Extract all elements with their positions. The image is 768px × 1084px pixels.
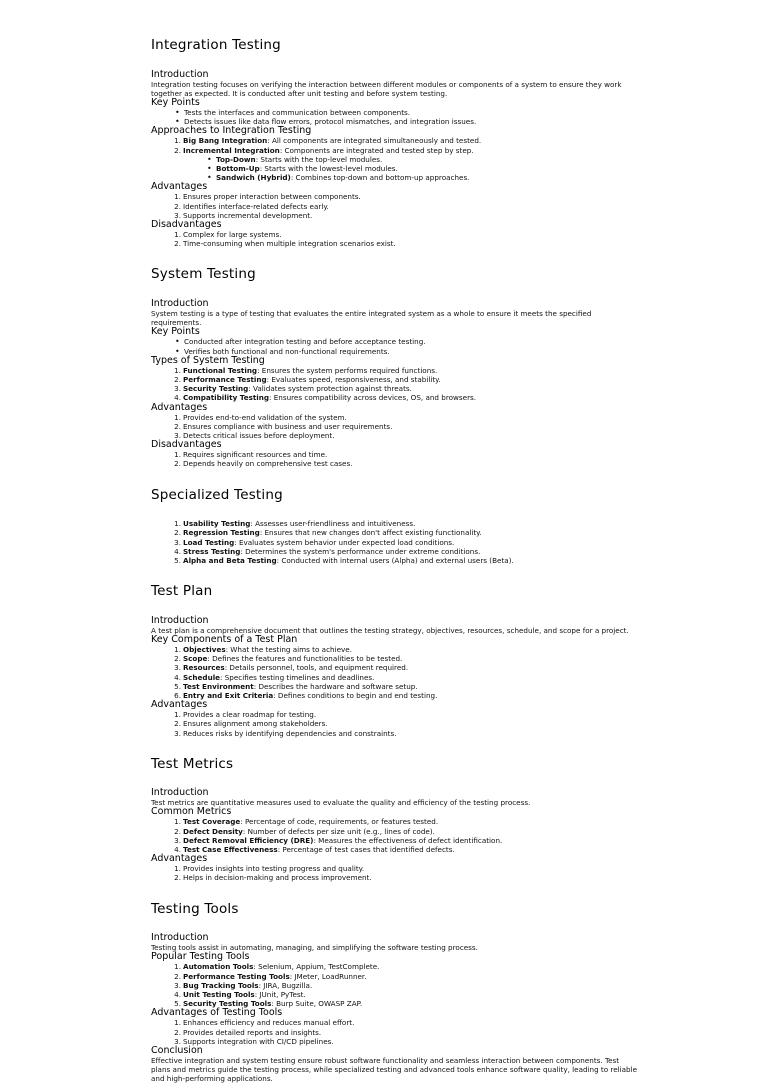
- numbered-list: [151, 519, 638, 565]
- list-term: Scope: [183, 654, 208, 664]
- section-test-metrics: [151, 756, 638, 883]
- list-term: Regression Testing: [183, 528, 260, 538]
- list-term: Functional Testing: [183, 365, 258, 375]
- bullet-list: [151, 337, 638, 355]
- list-term: Bug Tracking Tools: [183, 980, 259, 990]
- paragraph-introduction: A test plan is a comprehensive document that outlines the testing strategy, objectives, resources, schedule, and scope for a project.: [151, 625, 629, 635]
- list-term: Defect Density: [183, 826, 243, 836]
- list-desc: : Ensures the system performs required functions.: [257, 365, 438, 375]
- list-term: Performance Testing: [183, 374, 267, 384]
- numbered-list: [151, 864, 638, 882]
- list-text: Ensures alignment among stakeholders.: [183, 719, 328, 729]
- list-number: 2.: [174, 374, 181, 384]
- list-text: Supports integration with CI/CD pipelines.: [183, 1036, 334, 1046]
- list-item: [151, 230, 638, 239]
- list-term: Load Testing: [183, 537, 235, 547]
- list-item: [151, 155, 638, 164]
- list-term: Defect Removal Efficiency (DRE): [183, 835, 314, 845]
- list-number: 5.: [174, 555, 181, 565]
- section-integration-testing: [151, 37, 638, 248]
- list-number: 1.: [174, 412, 181, 422]
- numbered-list: [151, 136, 638, 154]
- section-title: System Testing: [151, 266, 256, 283]
- list-number: 2.: [174, 826, 181, 836]
- list-number: 1.: [174, 1018, 181, 1028]
- list-desc: : All components are integrated simultaneously and tested.: [267, 136, 482, 146]
- list-number: 4.: [174, 845, 181, 855]
- list-number: 4.: [174, 672, 181, 682]
- list-term: Entry and Exit Criteria: [183, 690, 274, 700]
- list-item: [151, 981, 638, 990]
- list-number: 3.: [174, 980, 181, 990]
- list-desc: : Defines the features and functionalities to be tested.: [207, 654, 403, 664]
- list-number: 3.: [174, 210, 181, 220]
- list-term: Resources: [183, 663, 225, 673]
- list-term: Unit Testing Tools: [183, 990, 255, 1000]
- subheading-disadvantages: Disadvantages: [151, 218, 222, 230]
- list-desc: : Combines top-down and bottom-up approaches.: [290, 173, 470, 183]
- subheading-introduction: Introduction: [151, 297, 209, 309]
- nested-bullet-list: [151, 155, 638, 183]
- list-term: Compatibility Testing: [183, 393, 270, 403]
- list-number: 1.: [174, 450, 181, 460]
- numbered-list: [151, 450, 638, 468]
- list-term: Incremental Integration: [183, 145, 280, 155]
- list-text: Ensures proper interaction between components.: [183, 192, 361, 202]
- list-term: Automation Tools: [183, 962, 254, 972]
- list-item: [151, 108, 638, 117]
- list-item: [151, 645, 638, 654]
- list-term: Sandwich (Hybrid): [216, 173, 291, 183]
- section-title: Testing Tools: [151, 900, 239, 917]
- numbered-list: [151, 962, 638, 1008]
- list-number: 5.: [174, 999, 181, 1009]
- paragraph-introduction: Integration testing focuses on verifying the interaction between different modules or components of a system to ensure they work together as expected. It is conducted after unit testing and before system testing.: [151, 79, 622, 98]
- list-item: [151, 864, 638, 873]
- list-number: 2.: [174, 654, 181, 664]
- list-term: Test Environment: [183, 681, 254, 691]
- subheading-key-points: Key Points: [151, 326, 200, 338]
- list-number: 1.: [174, 962, 181, 972]
- subheading-advantages: Advantages: [151, 181, 208, 193]
- list-item: [151, 547, 638, 556]
- list-term: Alpha and Beta Testing: [183, 555, 277, 565]
- subheading-advantages: Advantages: [151, 699, 208, 711]
- list-text: Provides a clear roadmap for testing.: [183, 710, 317, 720]
- list-term: Test Case Effectiveness: [183, 845, 278, 855]
- section-test-plan: [151, 583, 638, 738]
- list-item: [151, 347, 638, 356]
- list-item: [151, 459, 638, 468]
- list-number: 1.: [174, 644, 181, 654]
- subheading-advantages: Advantages: [151, 401, 208, 413]
- section-testing-tools: [151, 901, 638, 1084]
- list-desc: : JIRA, Bugzilla.: [258, 980, 313, 990]
- subheading-common-metrics: Common Metrics: [151, 806, 232, 818]
- list-item: [151, 972, 638, 981]
- list-number: 3.: [174, 537, 181, 547]
- list-item: [151, 873, 638, 882]
- list-term: Big Bang Integration: [183, 136, 268, 146]
- list-desc: : Percentage of test cases that identified defects.: [277, 845, 455, 855]
- list-term: Schedule: [183, 672, 221, 682]
- list-item: [151, 375, 638, 384]
- section-title: Integration Testing: [151, 37, 281, 53]
- list-item: [151, 202, 638, 211]
- list-text: Conducted after integration testing and before acceptance testing.: [184, 337, 426, 347]
- list-desc: : Ensures that new changes don't affect existing functionality.: [259, 528, 482, 538]
- list-item: [151, 845, 638, 854]
- list-item: [151, 117, 638, 126]
- paragraph-introduction: System testing is a type of testing that evaluates the entire integrated system as a whole to ensure it meets the specified requirements.: [151, 308, 592, 328]
- list-desc: : Conducted with internal users (Alpha) and external users (Beta).: [276, 555, 514, 565]
- list-desc: : Evaluates speed, responsiveness, and stability.: [266, 374, 441, 384]
- list-number: 2.: [174, 239, 181, 249]
- list-desc: : Specifies testing timelines and deadlines.: [220, 672, 375, 682]
- subheading-disadvantages: Disadvantages: [151, 439, 222, 451]
- list-item: [151, 528, 638, 537]
- paragraph-introduction: Testing tools assist in automating, managing, and simplifying the software testing process.: [151, 943, 478, 953]
- list-number: 2.: [174, 421, 181, 431]
- list-number: 3.: [174, 728, 181, 738]
- list-desc: : Defines conditions to begin and end testing.: [273, 690, 438, 700]
- list-item: [151, 663, 638, 672]
- list-item: [151, 719, 638, 728]
- list-number: 1.: [174, 519, 181, 529]
- list-item: [151, 836, 638, 845]
- list-item: [151, 211, 638, 220]
- numbered-list: [151, 817, 638, 854]
- list-item: [151, 366, 638, 375]
- section-title: Test Metrics: [151, 755, 234, 772]
- list-item: [151, 384, 638, 393]
- section-system-testing: [151, 266, 638, 468]
- subheading-introduction: Introduction: [151, 68, 209, 80]
- paragraph-introduction: Test metrics are quantitative measures used to evaluate the quality and efficiency of the testing process.: [151, 798, 531, 808]
- list-number: 3.: [174, 835, 181, 845]
- list-text: Detects critical issues before deployment.: [183, 430, 335, 440]
- list-term: Objectives: [183, 644, 226, 654]
- list-desc: : Number of defects per size unit (e.g., lines of code).: [242, 826, 435, 836]
- list-number: 3.: [174, 663, 181, 673]
- subheading-introduction: Introduction: [151, 787, 209, 799]
- list-number: 2.: [174, 528, 181, 538]
- list-text: Provides end-to-end validation of the system.: [183, 412, 347, 422]
- list-text: Time-consuming when multiple integration scenarios exist.: [183, 239, 396, 249]
- list-item: [151, 556, 638, 565]
- list-number: 2.: [174, 971, 181, 981]
- list-item: [151, 827, 638, 836]
- list-item: [151, 393, 638, 402]
- list-number: 1.: [174, 365, 181, 375]
- list-number: 1.: [174, 817, 181, 827]
- list-item: [151, 413, 638, 422]
- list-text: Helps in decision-making and process improvement.: [183, 873, 372, 883]
- list-item: [151, 729, 638, 738]
- subheading-conclusion: Conclusion: [151, 1045, 203, 1057]
- list-term: Stress Testing: [183, 546, 241, 556]
- list-term: Performance Testing Tools: [183, 971, 290, 981]
- list-item: [151, 538, 638, 547]
- list-item: [151, 1018, 638, 1027]
- list-text: Depends heavily on comprehensive test cases.: [183, 459, 353, 469]
- list-item: [151, 710, 638, 719]
- list-number: 3.: [174, 1036, 181, 1046]
- bullet-list: [151, 108, 638, 126]
- numbered-list: [151, 710, 638, 738]
- list-number: 2.: [174, 719, 181, 729]
- list-item: [151, 1037, 638, 1046]
- list-number: 1.: [174, 136, 181, 146]
- list-desc: : What the testing aims to achieve.: [225, 644, 352, 654]
- list-item: [151, 422, 638, 431]
- subheading-introduction: Introduction: [151, 932, 209, 944]
- list-desc: : Burp Suite, OWASP ZAP.: [271, 999, 363, 1009]
- list-number: 2.: [174, 459, 181, 469]
- list-number: 2.: [174, 145, 181, 155]
- subheading-introduction: Introduction: [151, 614, 209, 626]
- list-text: Enhances efficiency and reduces manual effort.: [183, 1018, 355, 1028]
- list-term: Top-Down: [216, 154, 256, 164]
- list-desc: : Measures the effectiveness of defect identification.: [313, 835, 503, 845]
- list-item: [151, 962, 638, 971]
- numbered-list: [151, 230, 638, 248]
- list-number: 2.: [174, 873, 181, 883]
- list-term: Security Testing: [183, 384, 249, 394]
- list-number: 3.: [174, 384, 181, 394]
- numbered-list: [151, 413, 638, 441]
- list-item: [151, 654, 638, 663]
- list-text: Ensures compliance with business and user requirements.: [183, 421, 393, 431]
- list-desc: : Starts with the top-level modules.: [255, 154, 383, 164]
- list-desc: : Selenium, Appium, TestComplete.: [253, 962, 380, 972]
- list-desc: : Assesses user-friendliness and intuitiveness.: [250, 519, 416, 529]
- list-desc: : Percentage of code, requirements, or features tested.: [240, 817, 439, 827]
- list-term: Security Testing Tools: [183, 999, 272, 1009]
- list-number: 2.: [174, 1027, 181, 1037]
- list-item: [151, 519, 638, 528]
- list-text: Detects issues like data flow errors, protocol mismatches, and integration issues.: [184, 117, 477, 127]
- list-text: Complex for large systems.: [183, 229, 282, 239]
- list-number: 6.: [174, 690, 181, 700]
- list-item: [151, 990, 638, 999]
- list-item: [151, 239, 638, 248]
- list-desc: : Starts with the lowest-level modules.: [259, 163, 398, 173]
- list-item: [151, 450, 638, 459]
- list-item: [151, 691, 638, 700]
- list-text: Provides insights into testing progress and quality.: [183, 864, 365, 874]
- list-number: 4.: [174, 990, 181, 1000]
- list-number: 1.: [174, 864, 181, 874]
- list-desc: : Evaluates system behavior under expected load conditions.: [234, 537, 455, 547]
- list-item: [151, 136, 638, 145]
- list-number: 1.: [174, 229, 181, 239]
- list-term: Bottom-Up: [216, 163, 260, 173]
- list-number: 3.: [174, 430, 181, 440]
- list-desc: : Ensures compatibility across devices, OS, and browsers.: [269, 393, 477, 403]
- list-text: Verifies both functional and non-functional requirements.: [184, 346, 390, 356]
- numbered-list: [151, 366, 638, 403]
- subheading-advantages-tools: Advantages of Testing Tools: [151, 1007, 283, 1019]
- subheading-advantages: Advantages: [151, 853, 208, 865]
- list-item: [151, 173, 638, 182]
- list-term: Usability Testing: [183, 519, 251, 529]
- section-specialized-testing: [151, 487, 638, 566]
- list-item: [151, 817, 638, 826]
- list-item: [151, 146, 638, 155]
- list-item: [151, 192, 638, 201]
- list-desc: : JUnit, PyTest.: [254, 990, 306, 1000]
- list-item: [151, 999, 638, 1008]
- list-desc: : Determines the system's performance under extreme conditions.: [240, 546, 481, 556]
- list-item: [151, 1028, 638, 1037]
- subheading-types: Types of System Testing: [151, 354, 265, 366]
- subheading-popular-tools: Popular Testing Tools: [151, 951, 250, 963]
- list-desc: : Validates system protection against threats.: [248, 384, 412, 394]
- numbered-list: [151, 1018, 638, 1046]
- list-desc: : Describes the hardware and software setup.: [253, 681, 418, 691]
- list-number: 1.: [174, 710, 181, 720]
- paragraph-conclusion: Effective integration and system testing ensure robust software functionality and seamless interaction between components. Test plans and metrics guide the testing process, while specialized testing and advanced tools enhance software quality, leading to reliable and high-performing applications.: [151, 1056, 638, 1084]
- list-item: [151, 673, 638, 682]
- list-text: Identifies interface-related defects early.: [183, 201, 329, 211]
- list-term: Test Coverage: [183, 817, 241, 827]
- subheading-key-points: Key Points: [151, 96, 200, 108]
- numbered-list: [151, 192, 638, 220]
- list-text: Supports incremental development.: [183, 210, 313, 220]
- numbered-list: [151, 645, 638, 700]
- subheading-key-components: Key Components of a Test Plan: [151, 633, 298, 645]
- list-text: Tests the interfaces and communication between components.: [184, 107, 411, 117]
- list-text: Requires significant resources and time.: [183, 450, 328, 460]
- list-number: 2.: [174, 201, 181, 211]
- list-number: 4.: [174, 546, 181, 556]
- list-number: 4.: [174, 393, 181, 403]
- list-desc: : Details personnel, tools, and equipment required.: [224, 663, 409, 673]
- list-item: [151, 682, 638, 691]
- list-text: Reduces risks by identifying dependencies and constraints.: [183, 728, 397, 738]
- list-number: 5.: [174, 681, 181, 691]
- list-desc: : JMeter, LoadRunner.: [289, 971, 367, 981]
- list-item: [151, 431, 638, 440]
- list-desc: : Components are integrated and tested step by step.: [279, 145, 474, 155]
- list-text: Provides detailed reports and insights.: [183, 1027, 322, 1037]
- subheading-approaches: Approaches to Integration Testing: [151, 125, 312, 137]
- list-number: 1.: [174, 192, 181, 202]
- list-item: [151, 164, 638, 173]
- list-item: [151, 337, 638, 346]
- section-title: Test Plan: [151, 583, 213, 600]
- section-title: Specialized Testing: [151, 486, 283, 503]
